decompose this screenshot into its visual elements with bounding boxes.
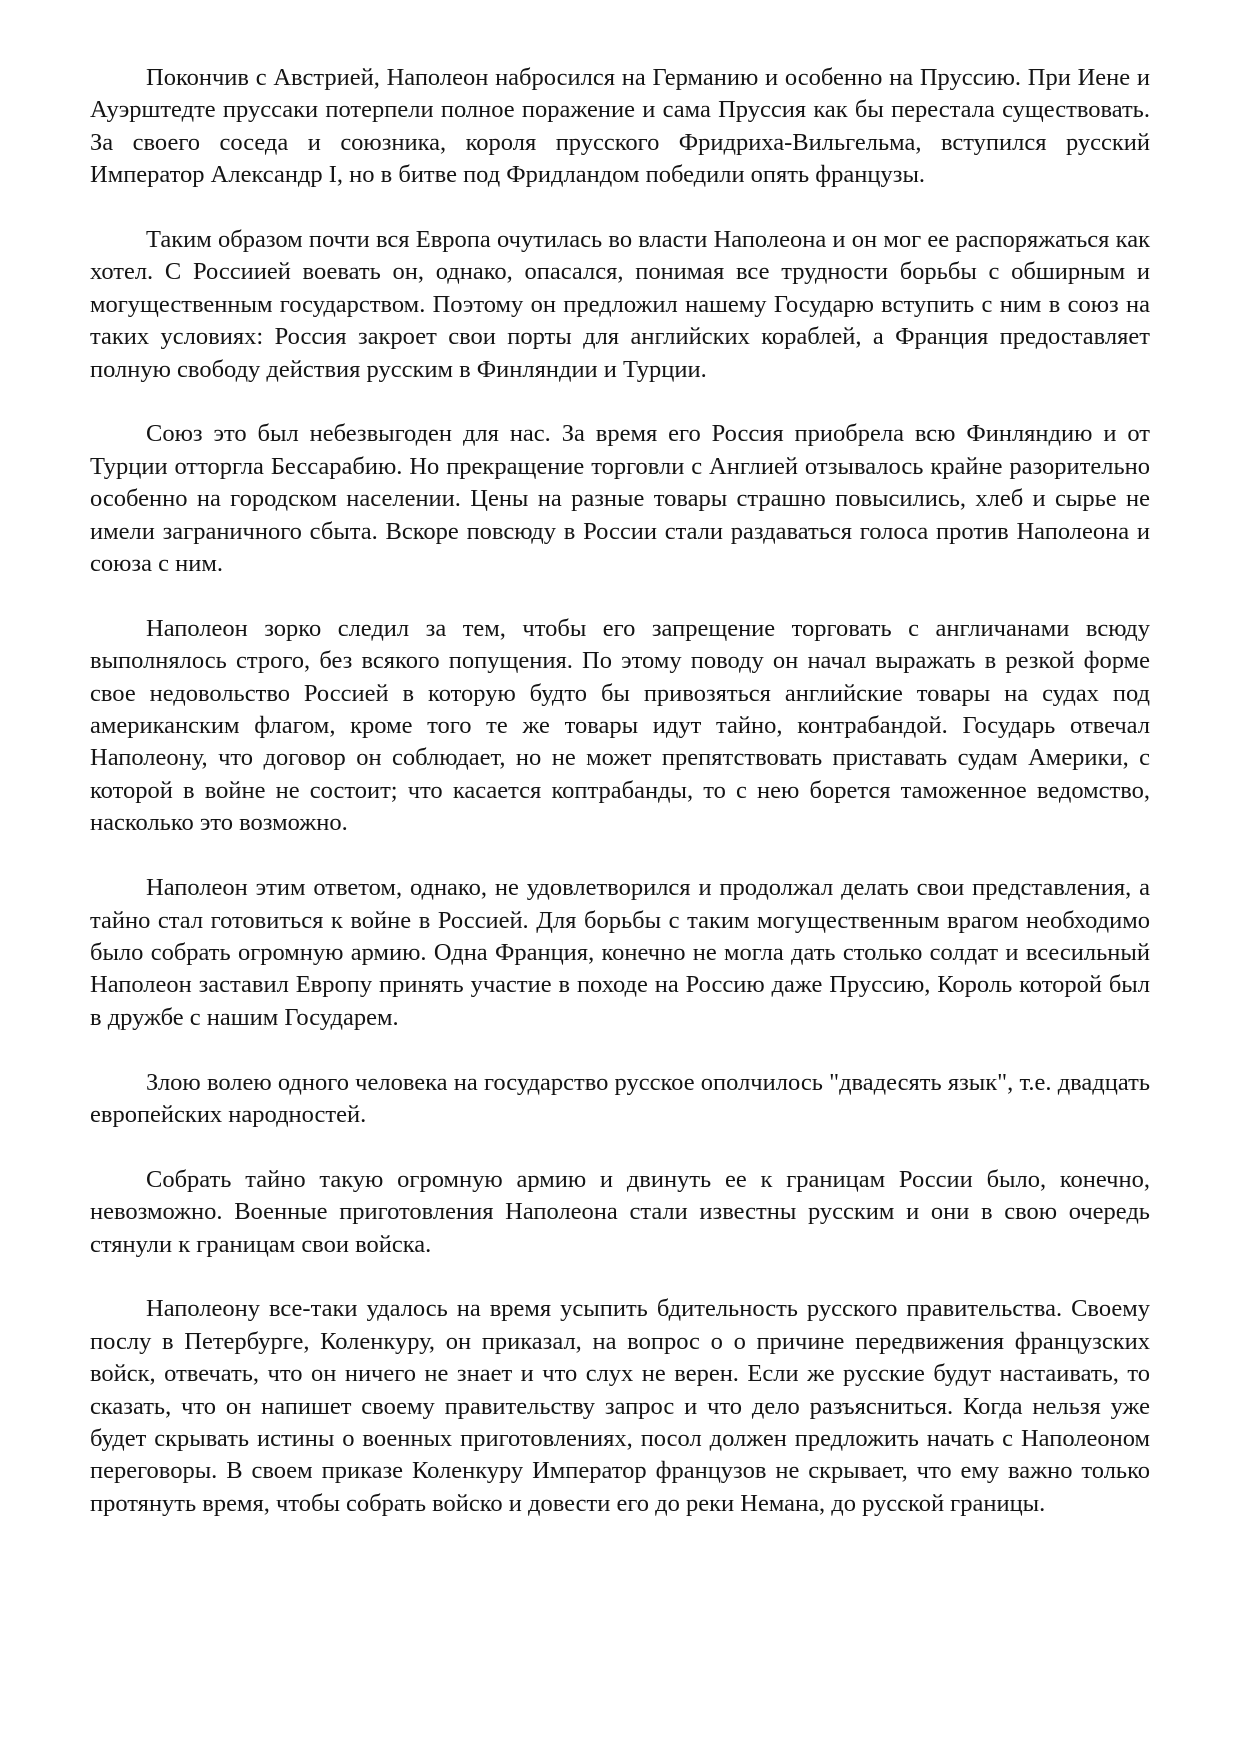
paragraph-5: Наполеон этим ответом, однако, не удовлетворился и продолжал делать свои представления, а тайно стал готовиться к войне в Россией. Для борьбы с таким могущественным врагом необходимо было собрать огромную армию. Одна Франция, конечно не могла дать столько солдат и всесильный Наполеон заставил Европу принять участие в походе на Россию даже Пруссию, Король которой был в дружбе с нашим Государем. [90,874,1150,1031]
paragraph-8: Наполеону все-таки удалось на время усыпить бдительность русского правительства. Своему послу в Петербурге, Коленкуру, он приказал, на вопрос о о причине передвижения французских войск, отвечать, что он ничего не знает и что слух не верен. Если же русские будут настаивать, то сказать, что он напишет своему правительству запрос и что дело разъясниться. Когда нельзя уже будет скрывать истины о военных приготовлениях, посол должен предложить начать с Наполеоном переговоры. В своем приказе Коленкуру Император французов не скрывает, что ему важно только протянуть время, чтобы собрать войско и довести его до реки Немана, до русской границы. [90,1295,1150,1517]
paragraph-3: Союз это был небезвыгоден для нас. За время его Россия приобрела всю Финляндию и от Турции отторгла Бессарабию. Но прекращение торговли с Англией отзывалось крайне разорительно особенно на городском населении. Цены на разные товары страшно повысились, хлеб и сырье не имели заграничного сбыта. Вскоре повсюду в России стали раздаваться голоса против Наполеона и союза с ним. [90,420,1150,578]
paragraph-4: Наполеон зорко следил за тем, чтобы его запрещение торговать с англичанами всюду выполнялось строго, без всякого попущения. По этому поводу он начал выражать в резкой форме свое недовольство Россией в которую будто бы привозяться английские товары на судах под американским флагом, кроме того те же товары идут тайно, контрабандой. Государь отвечал Наполеону, что договор он соблюдает, но не может препятствовать приставать судам Америки, с которой в войне не состоит; что касается коптрабанды, то с нею борется таможенное ведомство, насколько это возможно. [90,614,1150,837]
paragraph-1: Покончив с Австрией, Наполеон набросился на Германию и особенно на Пруссию. При Иене и Ауэрштедте пруссаки потерпели полное поражение и сама Пруссия как бы перестала существовать. За своего соседа и союзника, короля прусского Фридриха-Вильгельма, вступился русский Император Александр I, но в битве под Фридландом победили опять французы. [90,64,1150,189]
paragraph-7: Собрать тайно такую огромную армию и двинуть ее к границам России было, конечно, невозможно. Военные приготовления Наполеона стали известны русским и они в свою очередь стянули к границам свои войска. [90,1165,1150,1258]
paragraph-2: Таким образом почти вся Европа очутилась во власти Наполеона и он мог ее распоряжаться как хотел. С Россиией воевать он, однако, опасался, понимая все трудности борьбы с обширным и могущественным государством. Поэтому он предложил нашему Государю вступить с ним в союз на таких условиях: Россия закроет свои порты для английских кораблей, а Франция предоставляет полную свободу действия русским в Финляндии и Турции. [90,226,1150,383]
paragraph-6: Злою волею одного человека на государство русское ополчилось "двадесять язык", т.е. двадцать европейских народностей. [90,1068,1150,1128]
